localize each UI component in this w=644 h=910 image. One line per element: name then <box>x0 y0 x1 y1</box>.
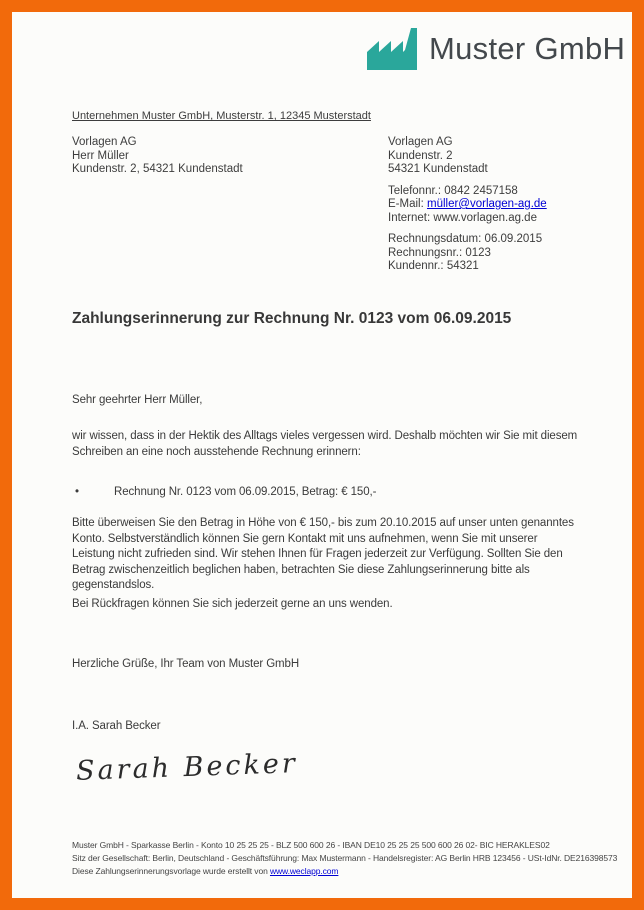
internet-row <box>388 212 547 226</box>
invoice-bullet-item <box>72 485 582 501</box>
weclapp-link[interactable]: www.weclapp.com <box>269 865 339 876</box>
invoice-date-row <box>388 233 547 247</box>
recipient-line: Herr Müller <box>72 149 129 162</box>
invoice-no-label: Rechnungsnr.: <box>388 246 463 259</box>
invoice-date-value: 06.09.2015 <box>484 233 543 245</box>
internet-value: www.vorlagen.ag.de <box>433 211 537 224</box>
footer-credit-text: Diese Zahlungserinnerungsvorlage wurde erstellt von <box>72 865 270 876</box>
closing-line: Herzliche Grüße, Ihr Team von Muster GmbH <box>72 658 300 670</box>
email-label: E-Mail: <box>388 198 424 210</box>
recipient-address-block <box>72 136 243 177</box>
paragraph-payment-request: Bitte überweisen Sie den Betrag in Höhe von € 150,- bis zum 20.10.2015 auf unser unten genanntes Konto. Selbstverständlich können Sie gern Kontakt mit uns aufnehmen, wenn Sie mit unserer Leistung nicht zufrieden sind. Wir stehen Ihnen für Fragen jederzeit zur Verfügung. Sollten Sie den Betrag zwischenzeitlich beglichen haben, betrachten Sie diese Zahlungserinnerung bitte als gegenstandslos. <box>72 517 574 591</box>
invoice-date-label: Rechnungsdatum: <box>388 233 482 245</box>
info-address-line: 54321 Kundenstadt <box>388 163 488 175</box>
invoice-meta-block <box>388 233 547 274</box>
sender-return-address: Unternehmen Muster GmbH, Musterstr. 1, 12345 Musterstadt <box>72 110 371 122</box>
customer-no-label: Kundennr.: <box>388 260 444 272</box>
paragraph-intro: wir wissen, dass in der Hektik des Alltags vieles vergessen wird. Deshalb möchten wir Sie mit diesem Schreiben an eine noch ausstehende Rechnung erinnern: <box>72 430 578 458</box>
subject-line: Zahlungserinnerung zur Rechnung Nr. 0123 vom 06.09.2015 <box>72 310 512 327</box>
info-column <box>388 136 547 282</box>
invoice-no-value: 0123 <box>465 246 491 259</box>
company-name: Muster GmbH <box>429 30 626 66</box>
bullet-text: Rechnung Nr. 0123 vom 06.09.2015, Betrag: € 150,- <box>114 486 377 498</box>
email-link[interactable]: müller@vorlagen-ag.de <box>426 198 547 210</box>
signatory-name: I.A. Sarah Becker <box>72 720 161 732</box>
bullet-marker: • <box>75 486 79 498</box>
phone-row <box>388 185 547 199</box>
footer-bank-line: Muster GmbH - Sparkasse Berlin - Konto 10 25 25 25 - BLZ 500 600 26 - IBAN DE10 25 25 25 500 600 26 02- BIC HERAKLES02 <box>72 840 550 850</box>
email-row <box>388 198 547 212</box>
footer <box>72 839 617 877</box>
phone-value: 0842 2457158 <box>444 184 518 197</box>
customer-no-value: 54321 <box>446 260 479 272</box>
contact-block <box>388 185 547 226</box>
factory-icon <box>366 26 418 71</box>
phone-label: Telefonnr.: <box>388 184 442 197</box>
internet-label: Internet: <box>388 211 431 224</box>
customer-no-row <box>388 260 547 274</box>
info-address-block <box>388 136 547 177</box>
paragraph-questions: Bei Rückfragen können Sie sich jederzeit gerne an uns wenden. <box>72 598 393 610</box>
info-address-line: Kundenstr. 2 <box>388 149 453 162</box>
recipient-line: Kundenstr. 2, 54321 Kundenstadt <box>72 163 243 175</box>
recipient-line: Vorlagen AG <box>72 136 137 148</box>
footer-company-line: Sitz der Gesellschaft: Berlin, Deutschland - Geschäftsführung: Max Mustermann - Handelsregister: AG Berlin HRB 123456 - USt-IdNr. DE216398573 <box>72 852 618 863</box>
company-logo <box>366 26 625 71</box>
invoice-no-row <box>388 247 547 261</box>
info-address-line: Vorlagen AG <box>388 136 453 148</box>
footer-credit-line <box>72 865 617 878</box>
handwritten-signature: Sarah Becker <box>75 748 299 787</box>
salutation: Sehr geehrter Herr Müller, <box>72 394 203 406</box>
